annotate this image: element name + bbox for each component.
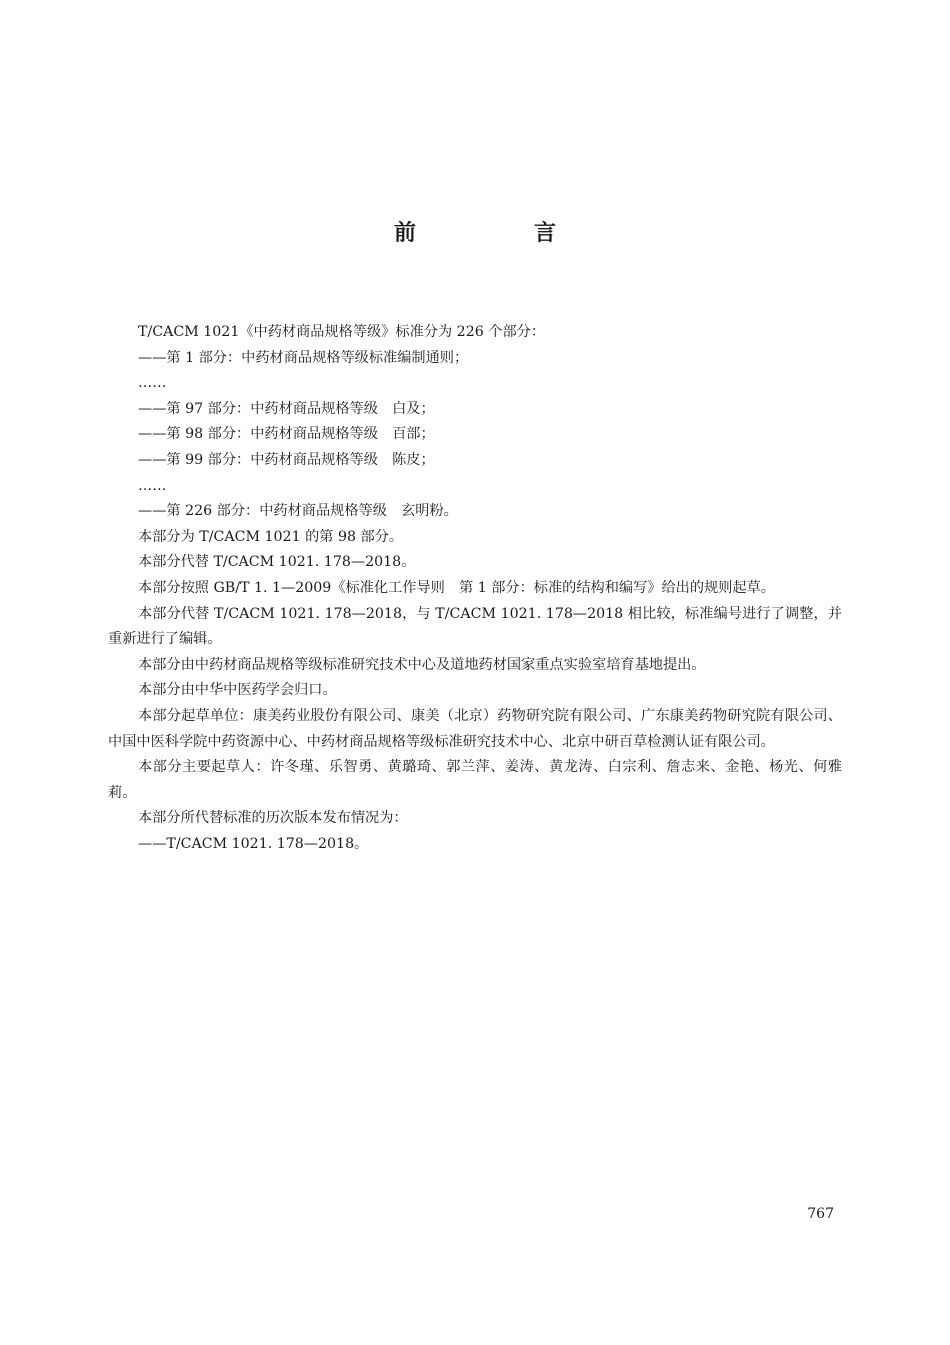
paragraph-history-intro: 本部分所代替标准的历次版本发布情况为：	[138, 810, 408, 827]
paragraph-part-226: ——第 226 部分：中药材商品规格等级 玄明粉。	[138, 503, 458, 520]
paragraph-parts-intro: T/CACM 1021《中药材商品规格等级》标准分为 226 个部分：	[138, 324, 546, 340]
paragraph-part-1: ——第 1 部分：中药材商品规格等级标准编制通则；	[138, 349, 469, 366]
paragraph-proposed-by: 本部分由中药材商品规格等级标准研究技术中心及道地药材国家重点实验室培育基地提出。	[138, 656, 706, 673]
foreword-body	[108, 320, 842, 857]
paragraph-changes: 本部分代替 T/CACM 1021. 178—2018，与 T/CACM 1021. 178—2018 相比较，标准编号进行了调整，并重新进行了编辑。	[108, 605, 842, 648]
paragraph-ellipsis: ……	[138, 375, 167, 392]
paragraph-history-version: ——T/CACM 1021. 178—2018。	[138, 835, 369, 852]
paragraph-drafters: 本部分主要起草人：许冬瑾、乐智勇、黄璐琦、郭兰萍、姜涛、黄龙涛、白宗利、詹志来、金艳、杨光、何雅莉。	[108, 759, 842, 801]
paragraph-administered-by: 本部分由中华中医药学会归口。	[138, 682, 337, 699]
paragraph-part-99: ——第 99 部分：中药材商品规格等级 陈皮；	[138, 451, 435, 468]
page-title: 前 言	[393, 221, 604, 246]
paragraph-this-part: 本部分为 T/CACM 1021 的第 98 部分。	[138, 528, 404, 545]
paragraph-drafting-rules: 本部分按照 GB/T 1. 1—2009《标准化工作导则 第 1 部分：标准的结构和编写》给出的规则起草。	[138, 579, 775, 596]
paragraph-part-98: ——第 98 部分：中药材商品规格等级 百部；	[138, 426, 435, 443]
paragraph-part-97: ——第 97 部分：中药材商品规格等级 白及；	[138, 400, 435, 417]
page-number: 767	[807, 1206, 834, 1222]
paragraph-drafting-units: 本部分起草单位：康美药业股份有限公司、康美（北京）药物研究院有限公司、广东康美药物研究院有限公司、中国中医科学院中药资源中心、中药材商品规格等级标准研究技术中心、北京中研百草检测认证有限公司。	[108, 707, 842, 750]
paragraph-replaces: 本部分代替 T/CACM 1021. 178—2018。	[138, 554, 416, 571]
paragraph-ellipsis: ……	[138, 477, 167, 494]
